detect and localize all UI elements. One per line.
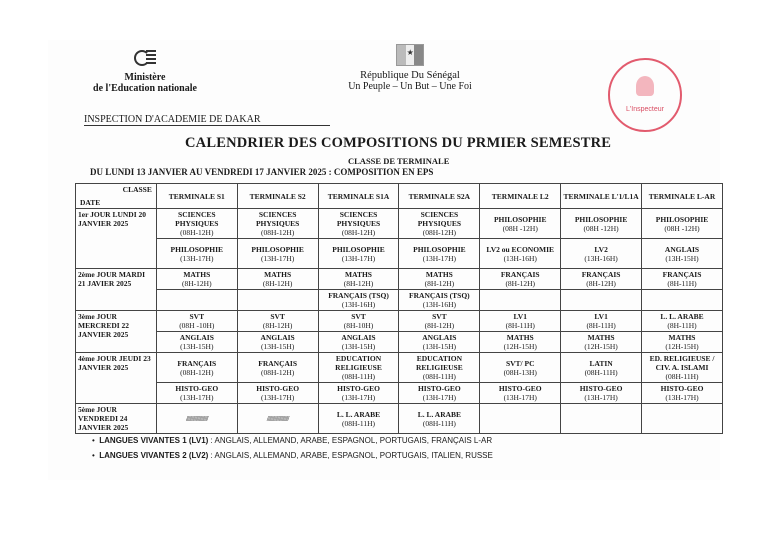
subject-label: PHILOSOPHIE (332, 244, 385, 254)
note-label: LANGUES VIVANTES 2 (LV2) (99, 451, 209, 460)
time-label: (8H-12H) (424, 279, 455, 288)
schedule-cell (561, 209, 642, 239)
schedule-cell (642, 290, 723, 311)
time-label: (8H-11H) (505, 321, 535, 330)
schedule-cell (237, 290, 318, 311)
schedule-cell (237, 404, 318, 434)
time-label: (08H -12H) (583, 223, 619, 233)
subject-label: PHILOSOPHIE (655, 214, 709, 224)
schedule-cell (561, 311, 642, 332)
time-label: (13H-17H) (665, 393, 699, 402)
schedule-cell (318, 353, 399, 383)
subject-label: LV1 (594, 312, 608, 321)
subject-label: L. L. ARABE (660, 312, 704, 321)
schedule-cell (480, 332, 561, 353)
schedule-cell (156, 332, 237, 353)
column-header: TERMINALE S1A (318, 184, 399, 209)
time-label: (13H-17H) (180, 393, 214, 402)
schedule-cell (561, 269, 642, 290)
republic-motto: Un Peuple – Un But – Une Foi (348, 81, 472, 92)
schedule-cell (237, 311, 318, 332)
schedule-cell (642, 311, 723, 332)
schedule-cell (318, 311, 399, 332)
subject-label: LV1 (513, 312, 527, 321)
subject-label: MATHS (587, 333, 615, 342)
time-label: (08H-12H) (180, 367, 214, 377)
subject-label: EDUCATION RELIGIEUSE (335, 354, 382, 372)
schedule-cell (642, 404, 723, 434)
subject-label: LV2 ou ECONOMIE (486, 244, 555, 254)
subject-label: SCIENCES PHYSIQUES (175, 210, 219, 228)
schedule-cell (480, 383, 561, 404)
time-label: (13H-17H) (422, 253, 457, 263)
time-label: (8H-12H) (586, 279, 616, 288)
schedule-cell (237, 353, 318, 383)
schedule-cell (156, 353, 237, 383)
note-lv1: • LANGUES VIVANTES 1 (LV1) : ANGLAIS, ALLEMAND, ARABE, ESPAGNOL, PORTUGAIS, FRANÇAIS L-AR (92, 436, 493, 445)
schedule-cell (318, 404, 399, 434)
subject-label: EDUCATION RELIGIEUSE (416, 354, 463, 372)
subject-label: SVT (351, 312, 366, 321)
corner-header (76, 184, 157, 209)
time-label: (8H-12H) (505, 279, 536, 288)
table-row (76, 239, 723, 269)
page-title: CALENDRIER DES COMPOSITIONS DU PRMIER SEMESTRE (185, 135, 612, 151)
time-label: (08H-11H) (341, 372, 376, 381)
schedule-cell (480, 269, 561, 290)
table-row (76, 383, 723, 404)
schedule-cell (642, 332, 723, 353)
republic-header (330, 44, 490, 92)
schedule-cell (642, 269, 723, 290)
subject-label: SVT/ PC (505, 358, 535, 368)
schedule-cell (156, 239, 237, 269)
table-row (76, 269, 723, 290)
time-label: (12H-15H) (665, 342, 699, 351)
time-label: (12H-15H) (503, 342, 537, 351)
schedule-cell (561, 353, 642, 383)
schedule-cell (480, 353, 561, 383)
flag-icon (396, 44, 424, 66)
subject-label: FRANÇAIS (258, 358, 298, 368)
time-label: (08H-11H) (665, 372, 699, 381)
time-label: (08H-11H) (422, 372, 456, 381)
note-text: : ANGLAIS, ALLEMAND, ARABE, ESPAGNOL, PORTUGAIS, FRANÇAIS L-AR (208, 436, 493, 445)
corner-class-label: CLASSE (122, 185, 152, 194)
subject-label: FRANÇAIS (581, 270, 621, 279)
schedule-cell (156, 290, 237, 311)
schedule-cell (237, 209, 318, 239)
ministry-name: Ministère (124, 72, 166, 83)
time-label: (8H-12H) (424, 321, 455, 330)
schedule-cell (561, 332, 642, 353)
subject-label: HISTO-GEO (337, 384, 380, 393)
time-label: (13H-17H) (180, 253, 214, 263)
time-label: (08H -12H) (502, 223, 538, 233)
inspection-label: INSPECTION D'ACADEMIE DE DAKAR (84, 114, 330, 126)
subject-label: MATHS (345, 270, 372, 279)
subject-label: //////////////////// (266, 414, 289, 423)
schedule-cell (156, 383, 237, 404)
time-label: (13H-15H) (180, 342, 214, 351)
subject-label: MATHS (183, 270, 211, 279)
subject-label: MATHS (264, 270, 292, 279)
schedule-cell (399, 311, 480, 332)
schedule-cell (399, 353, 480, 383)
time-label: (08H-12H) (341, 228, 376, 237)
time-label: (13H-16H) (503, 253, 537, 263)
time-label: (13H-15H) (422, 342, 457, 351)
day-cell: 4ème JOUR JEUDI 23 JANVIER 2025 (76, 353, 157, 404)
schedule-cell (237, 332, 318, 353)
official-stamp (608, 58, 682, 132)
subject-label: MATHS (668, 333, 696, 342)
schedule-cell (399, 269, 480, 290)
time-label: (13H-17H) (341, 253, 376, 263)
schedule-cell (237, 239, 318, 269)
schedule-cell (642, 353, 723, 383)
subject-label: ANGLAIS (422, 333, 457, 342)
day-cell: 5ème JOUR VENDREDI 24 JANVIER 2025 (76, 404, 157, 434)
time-label: (08H-12H) (260, 367, 295, 377)
schedule-cell (561, 383, 642, 404)
subject-label: SVT (189, 312, 205, 321)
time-label: (8H-12H) (343, 279, 374, 288)
schedule-cell (318, 290, 399, 311)
subject-label: PHILOSOPHIE (493, 214, 547, 224)
schedule-cell (156, 209, 237, 239)
time-label: (08H -12H) (664, 223, 700, 233)
note-text: : ANGLAIS, ALLEMAND, ARABE, ESPAGNOL, PORTUGAIS, ITALIEN, RUSSE (208, 451, 493, 460)
period-line: DU LUNDI 13 JANVIER AU VENDREDI 17 JANVIER 2025 : COMPOSITION EN EPS (90, 167, 434, 177)
column-header: TERMINALE L-AR (642, 184, 723, 209)
schedule-cell (156, 311, 237, 332)
subject-label: MATHS (425, 270, 453, 279)
stamp-label: L'Inspecteur (626, 106, 664, 113)
schedule-cell (399, 290, 480, 311)
day-cell: 1er JOUR LUNDI 20 JANVIER 2025 (76, 209, 157, 269)
subject-label: L. L. ARABE (417, 409, 462, 419)
time-label: (08H -10H) (179, 321, 215, 330)
time-label: (08H-11H) (341, 418, 376, 428)
time-label: (08H-12H) (422, 228, 457, 237)
schedule-cell (561, 290, 642, 311)
subject-label: HISTO-GEO (417, 384, 461, 393)
subject-label: //////////////////// (185, 414, 208, 423)
time-label: (13H-17H) (260, 393, 295, 402)
subject-label: FRANÇAIS (662, 270, 702, 279)
note-label: LANGUES VIVANTES 1 (LV1) (99, 436, 209, 445)
time-label: (8H-11H) (586, 321, 616, 330)
exam-schedule-table (75, 183, 723, 434)
schedule-cell (642, 383, 723, 404)
language-notes (92, 436, 493, 466)
schedule-cell (156, 404, 237, 434)
time-label: (8H-11H) (667, 321, 697, 330)
time-label: (13H-16H) (341, 300, 376, 309)
subject-label: HISTO-GEO (579, 384, 623, 393)
schedule-cell (156, 269, 237, 290)
column-header: TERMINALE S1 (156, 184, 237, 209)
schedule-cell (399, 404, 480, 434)
ministry-logo-icon (132, 44, 158, 70)
day-cell: 2ème JOUR MARDI 21 JAVIER 2025 (76, 269, 157, 311)
table-row (76, 311, 723, 332)
schedule-cell (399, 332, 480, 353)
subject-label: PHILOSOPHIE (170, 244, 224, 254)
schedule-cell (642, 239, 723, 269)
schedule-cell (318, 239, 399, 269)
table-row (76, 290, 723, 311)
schedule-cell (318, 269, 399, 290)
note-lv2: • LANGUES VIVANTES 2 (LV2) : ANGLAIS, ALLEMAND, ARABE, ESPAGNOL, PORTUGAIS, ITALIEN, RUSSE (92, 451, 493, 460)
column-header: TERMINALE L'1/L1A (561, 184, 642, 209)
subject-label: LATIN (589, 358, 613, 368)
schedule-cell (480, 290, 561, 311)
time-label: (13H-15H) (341, 342, 376, 351)
subject-label: SVT (432, 312, 447, 321)
time-label: (13H-15H) (665, 253, 699, 263)
subject-label: PHILOSOPHIE (574, 214, 628, 224)
subject-label: LV2 (594, 244, 608, 254)
table-row (76, 404, 723, 434)
subject-label: SCIENCES PHYSIQUES (417, 210, 462, 228)
schedule-cell (399, 209, 480, 239)
ministry-name-2: de l'Education nationale (93, 83, 197, 94)
subject-label: HISTO-GEO (660, 384, 704, 393)
time-label: (13H-16H) (584, 253, 618, 263)
time-label: (8H-11H) (667, 279, 697, 288)
schedule-cell (318, 332, 399, 353)
time-label: (08H-11H) (422, 418, 456, 428)
schedule-cell (237, 269, 318, 290)
subject-label: ANGLAIS (664, 244, 700, 254)
schedule-cell (480, 209, 561, 239)
subject-label: ANGLAIS (179, 333, 214, 342)
schedule-cell (237, 383, 318, 404)
subject-label: HISTO-GEO (256, 384, 300, 393)
subject-label: FRANÇAIS (TSQ) (409, 291, 470, 300)
time-label: (13H-17H) (584, 393, 618, 402)
time-label: (8H-12H) (262, 279, 293, 288)
schedule-cell (642, 209, 723, 239)
time-label: (12H-15H) (584, 342, 618, 351)
stamp-tree-icon (636, 76, 654, 96)
time-label: (13H-16H) (422, 300, 457, 309)
subject-label: L. L. ARABE (336, 409, 381, 419)
ministry-header (60, 44, 230, 94)
table-row (76, 209, 723, 239)
time-label: (08H-12H) (260, 228, 295, 237)
schedule-cell (318, 383, 399, 404)
time-label: (08H-13H) (503, 367, 537, 377)
time-label: (8H-12H) (182, 279, 212, 288)
subject-label: ANGLAIS (260, 333, 295, 342)
republic-name: République Du Sénégal (360, 70, 460, 81)
schedule-cell (561, 239, 642, 269)
time-label: (13H-17H) (503, 393, 537, 402)
subject-label: PHILOSOPHIE (251, 244, 304, 254)
schedule-cell (480, 239, 561, 269)
schedule-cell (480, 404, 561, 434)
time-label: (8H-12H) (262, 321, 293, 330)
table-row (76, 332, 723, 353)
column-header: TERMINALE L2 (480, 184, 561, 209)
subject-label: SVT (270, 312, 285, 321)
time-label: (13H-17H) (341, 393, 376, 402)
subject-label: FRANÇAIS (177, 358, 217, 368)
schedule-cell (318, 209, 399, 239)
subject-label: FRANÇAIS (TSQ) (328, 291, 389, 300)
subject-label: ANGLAIS (341, 333, 376, 342)
table-row (76, 353, 723, 383)
time-label: (13H-17H) (422, 393, 457, 402)
day-cell: 3ème JOUR MERCREDI 22 JANVIER 2025 (76, 311, 157, 353)
subject-label: HISTO-GEO (175, 384, 219, 393)
subject-label: MATHS (506, 333, 534, 342)
time-label: (8H-10H) (343, 321, 374, 330)
subject-label: ED. RELIGIEUSE / CIV. A. ISLAMI (649, 354, 715, 372)
subject-label: FRANÇAIS (500, 270, 540, 279)
time-label: (13H-15H) (260, 342, 295, 351)
schedule-cell (561, 404, 642, 434)
schedule-cell (399, 239, 480, 269)
time-label: (13H-17H) (260, 253, 295, 263)
corner-date-label: DATE (80, 198, 101, 207)
time-label: (08H-11H) (584, 367, 618, 377)
page-subtitle: CLASSE DE TERMINALE (348, 156, 450, 166)
subject-label: SCIENCES PHYSIQUES (255, 210, 300, 228)
schedule-cell (399, 383, 480, 404)
subject-label: HISTO-GEO (498, 384, 542, 393)
schedule-cell (480, 311, 561, 332)
table-header-row (76, 184, 723, 209)
time-label: (08H-12H) (180, 228, 214, 237)
column-header: TERMINALE S2 (237, 184, 318, 209)
subject-label: PHILOSOPHIE (413, 244, 466, 254)
subject-label: SCIENCES PHYSIQUES (336, 210, 381, 228)
column-header: TERMINALE S2A (399, 184, 480, 209)
